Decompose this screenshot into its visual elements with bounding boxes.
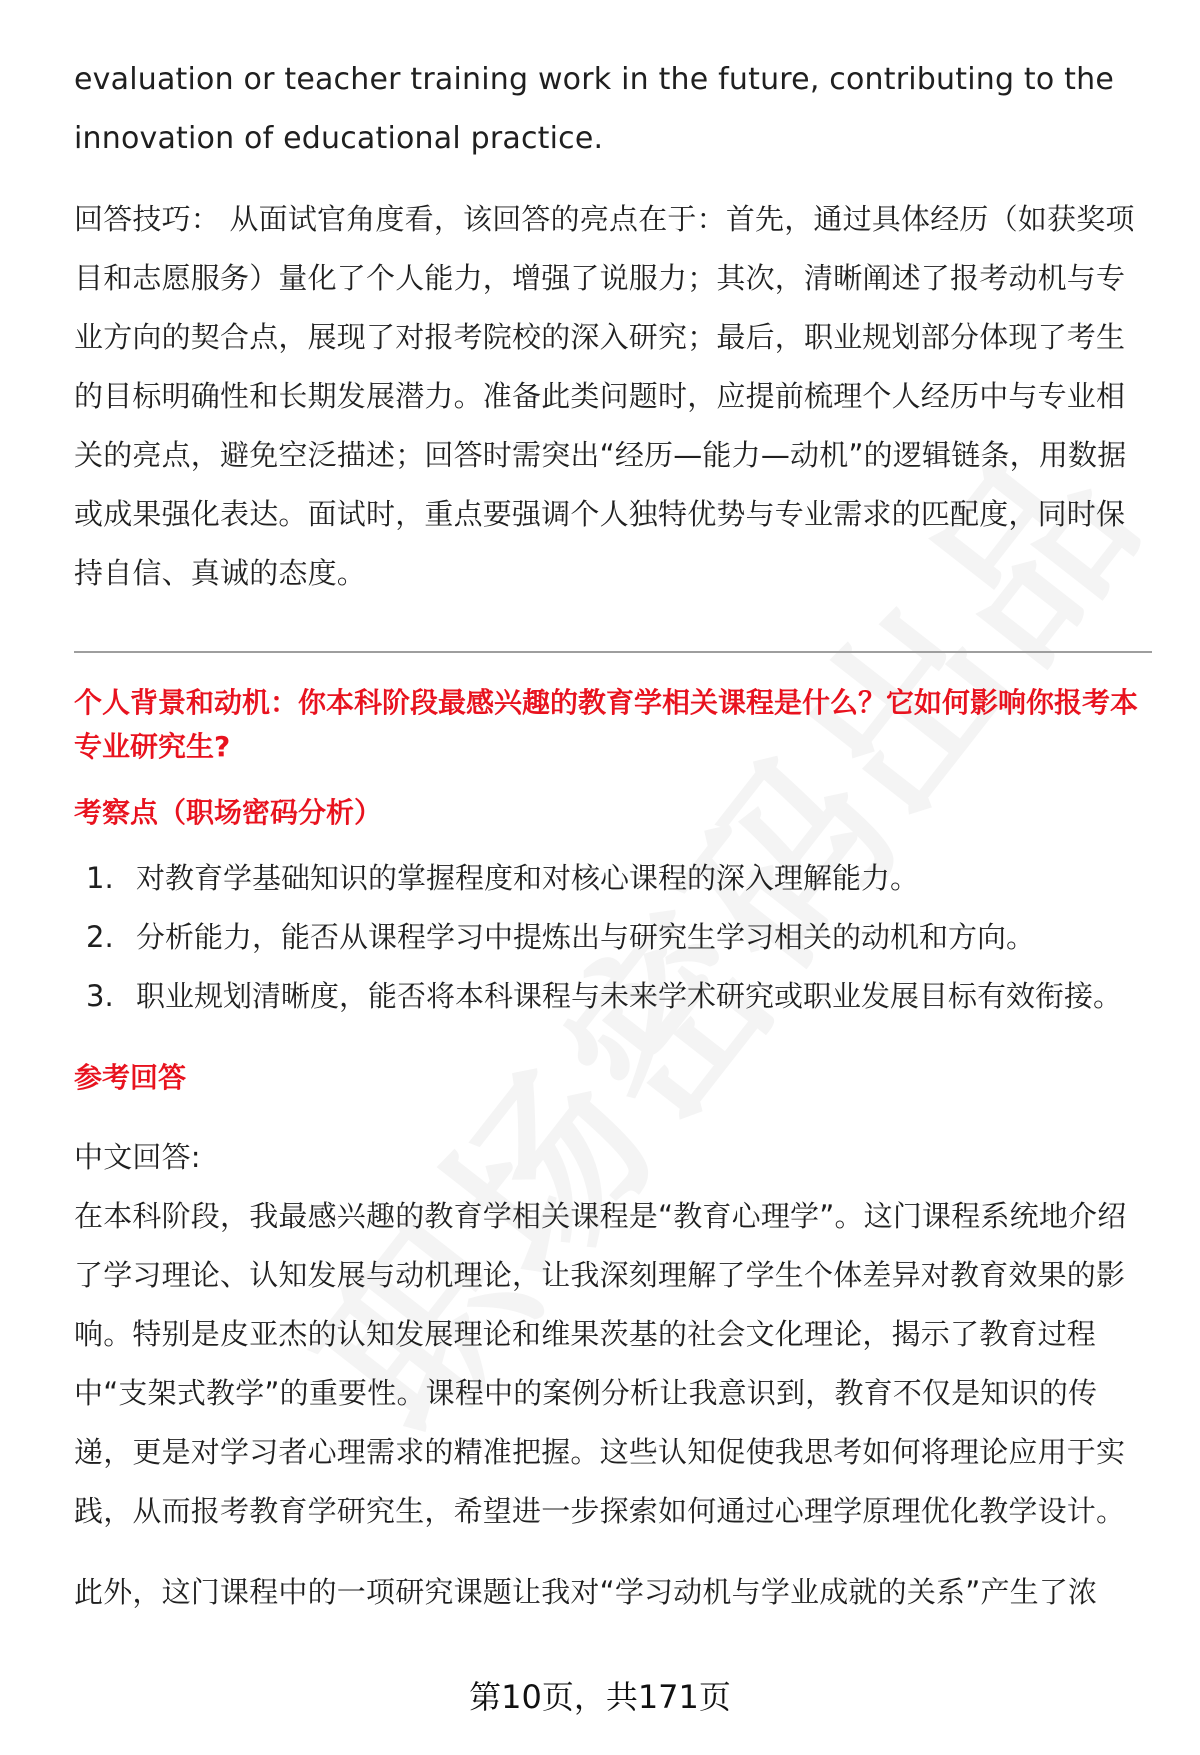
answer-paragraph-2: 此外，这门课程中的一项研究课题让我对“学习动机与学业成就的关系”产生了浓 <box>74 1575 1098 1609</box>
question-title: 个人背景和动机：你本科阶段最感兴趣的教育学相关课程是什么？它如何影响你报考本专业研究生? <box>74 686 1139 763</box>
answer-paragraph-1: 在本科阶段，我最感兴趣的教育学相关课程是“教育心理学”。这门课程系统地介绍了学习理论、认知发展与动机理论，让我深刻理解了学生个体差异对教育效果的影响。特别是皮亚杰的认知发展理论和维果茨基的社会文化理论，揭示了教育过程中“支架式教学”的重要性。课程中的案例分析让我意识到，教育不仅是知识的传递，更是对学习者心理需求的精准把握。这些认知促使我思考如何将理论应用于实践，从而报考教育学研究生，希望进一步探索如何通过心理学原理优化教学设计。 <box>74 1199 1127 1528</box>
list-item <box>74 967 1154 1026</box>
reference-heading: 参考回答 <box>74 1061 187 1094</box>
list-number: 3. <box>86 979 114 1013</box>
list-number: 1. <box>86 861 114 895</box>
intro-line-2: innovation of educational practice. <box>74 121 604 156</box>
list-item <box>74 849 1154 908</box>
list-text: 分析能力，能否从课程学习中提炼出与研究生学习相关的动机和方向。 <box>136 920 1036 954</box>
section-divider <box>74 651 1152 653</box>
list-text: 职业规划清晰度，能否将本科课程与未来学术研究或职业发展目标有效衔接。 <box>136 979 1123 1013</box>
intro-line-1: evaluation or teacher training work in the future, contributing to the <box>74 62 1115 97</box>
assessment-heading: 考察点（职场密码分析） <box>74 796 383 829</box>
assessment-list <box>74 849 1154 1026</box>
answer-tips: 回答技巧： 从面试官角度看，该回答的亮点在于：首先，通过具体经历（如获奖项目和志愿服务）量化了个人能力，增强了说服力；其次，清晰阐述了报考动机与专业方向的契合点，展现了对报考院校的深入研究；最后，职业规划部分体现了考生的目标明确性和长期发展潜力。准备此类问题时，应提前梳理个人经历中与专业相关的亮点，避免空泛描述；回答时需突出“经历—能力—动机”的逻辑链条，用数据或成果强化表达。面试时，重点要强调个人独特优势与专业需求的匹配度，同时保持自信、真诚的态度。 <box>74 202 1135 590</box>
answer-label: 中文回答: <box>74 1140 201 1174</box>
document-page <box>74 50 1154 1622</box>
list-item <box>74 908 1154 967</box>
page-number: 第10页，共171页 <box>469 1678 731 1716</box>
list-text: 对教育学基础知识的掌握程度和对核心课程的深入理解能力。 <box>136 861 920 895</box>
list-number: 2. <box>86 920 114 954</box>
